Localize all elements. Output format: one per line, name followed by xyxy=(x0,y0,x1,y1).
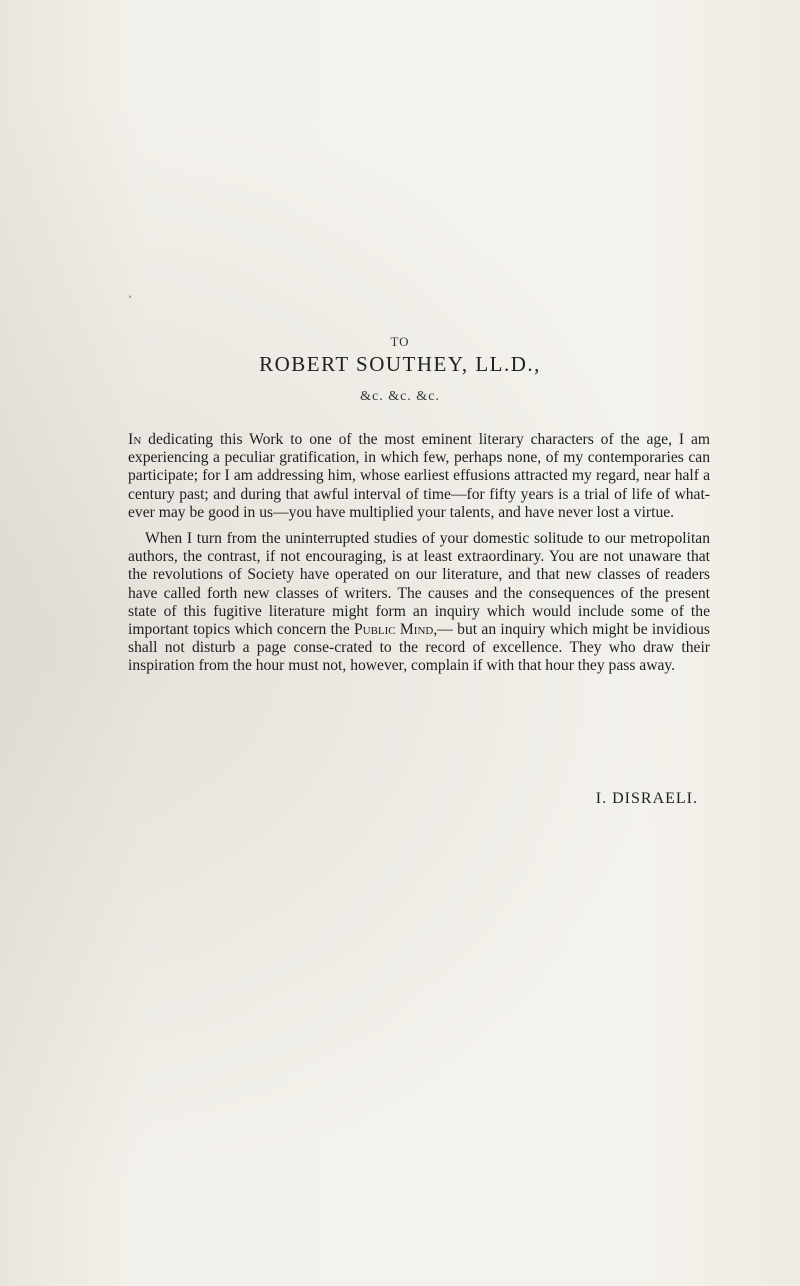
paragraph-2-text-a: When I turn from the uninterrupted studies of your domestic solitude to our metropolitan authors, the contrast, if not encouraging, is at least extraordinary. You are not unaware that the revolutions of Society have operated on our literature, and that new classes of readers have called forth new classes of writers. The causes and the consequences of the present state of this fugitive literature might form an inquiry which would include some of the important topics which concern the xyxy=(128,530,710,639)
paragraph-1-first-word: In xyxy=(128,431,142,448)
paragraph-1-text: dedicating this Work to one of the most eminent literary characters of the age, I am experiencing a peculiar gratification, in which few, perhaps none, of my contemporaries can participate; for I am addressing him, whose earliest effusions attracted my regard, near half a century past; and during that awful interval of time—for fifty years is a trial of life of what-ever may be good in us—you have multiplied your talents, and have never lost a virtue. xyxy=(128,431,710,521)
paragraph-2-text-b: ,— but an inquiry which might be invidious shall not disturb a page conse-crated to the record of excellence. They who draw their inspiration from the hour must not, however, complain if with that hour they pass away. xyxy=(128,621,710,675)
dedicatee-name: ROBERT SOUTHEY, LL.D., xyxy=(259,352,541,376)
margin-mark: ’ xyxy=(128,292,132,306)
dedication-to: TO xyxy=(390,334,410,349)
dedicatee-etc: &c. &c. &c. xyxy=(360,389,440,404)
paragraph-2 xyxy=(128,530,710,676)
signature: I. DISRAELI. xyxy=(595,790,698,807)
public-mind-phrase: Public Mind xyxy=(353,621,434,639)
paragraph-1 xyxy=(128,431,710,522)
